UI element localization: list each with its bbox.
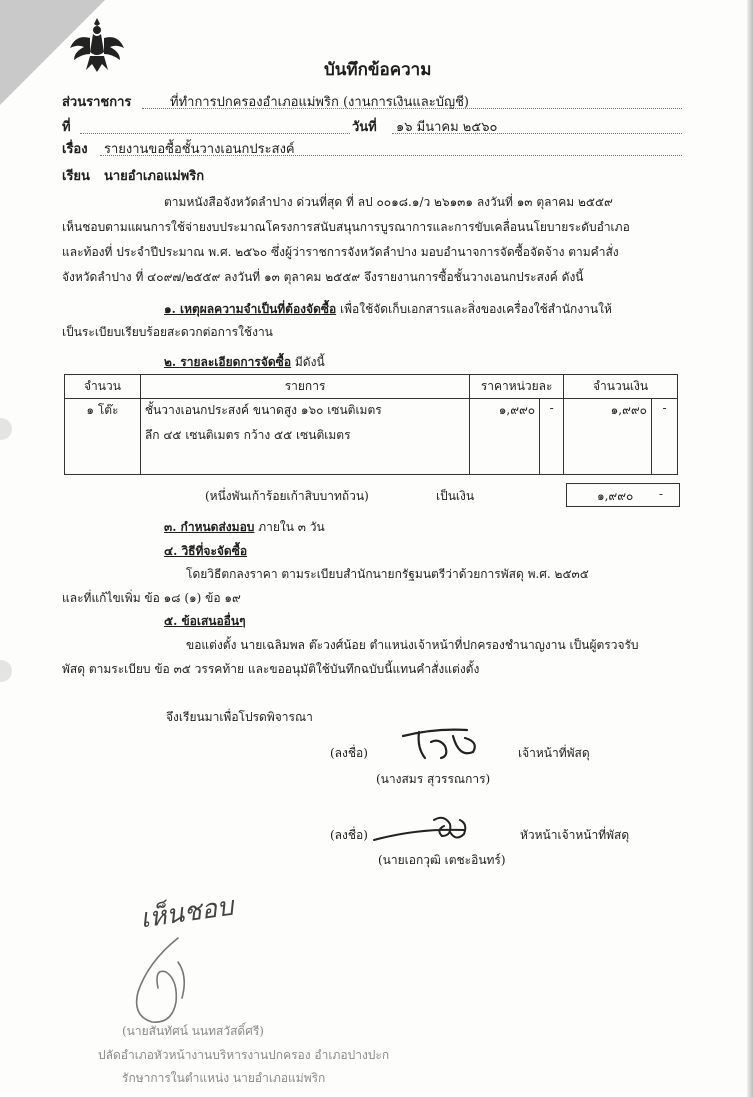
punch-hole — [0, 660, 12, 682]
agency-value: ที่ทำการปกครองอำเภอแม่พริก (งานการเงินและบัญชี) — [170, 95, 469, 110]
to-label: เรียน — [62, 169, 90, 184]
punch-hole — [0, 418, 12, 440]
section3-heading: ๓. กำหนดส่งมอบ — [164, 520, 255, 534]
col-item: รายการ — [140, 375, 469, 399]
section2-suffix: มีดังนี้ — [294, 355, 325, 369]
para1-line: จังหวัดลำปาง ที่ ๔๐๙๗/๒๕๕๙ ลงวันที่ ๑๓ ตุลาคม ๒๕๕๙ จึงรายงานการซื้อชั้นวางเอนกประสงค์ ดังนี้ — [62, 270, 584, 284]
section5-text: ขอแต่งตั้ง นายเฉลิมพล ต๊ะวงศ์น้อย ตำแหน่งเจ้าหน้าที่ปกครองชำนาญงาน เป็นผู้ตรวจรับ — [186, 638, 639, 652]
sign2-name: (นายเอกวุฒิ เตชะอินทร์) — [378, 853, 506, 867]
section5-text-2: พัสดุ ตามระเบียบ ข้อ ๓๕ วรรคท้าย และขออนุมัติใช้บันทึกฉบับนี้แทนคำสั่งแต่งตั้ง — [62, 662, 480, 676]
total-words: (หนึ่งพันเก้าร้อยเก้าสิบบาทถ้วน) — [205, 489, 369, 503]
para1-line: เห็นชอบตามแผนการใช้จ่ายงบประมาณโครงการสนับสนุนการบูรณาการและการขับเคลื่อนนโยบายระดับอำเภอ — [62, 220, 630, 234]
section2 — [164, 353, 325, 372]
approval-handwriting: เห็นชอบ — [138, 891, 236, 935]
approver-position: ปลัดอำเภอหัวหน้างานบริหารงานปกครอง อำเภอปางปะก — [98, 1048, 390, 1062]
sign2-prefix: (ลงชื่อ) — [330, 828, 368, 842]
section5-heading: ๕. ข้อเสนออื่นๆ — [164, 614, 246, 628]
section2-heading: ๒. รายละเอียดการจัดซื้อ — [164, 355, 292, 369]
document-title: บันทึกข้อความ — [324, 60, 432, 80]
section3-text: ภายใน ๓ วัน — [258, 520, 325, 534]
sign1-prefix: (ลงชื่อ) — [330, 746, 368, 760]
section1-text: เพื่อใช้จัดเก็บเอกสารและสิ่งของเครื่องใช้สำนักงานให้ — [340, 302, 612, 316]
date-value: ๑๖ มีนาคม ๒๕๖๐ — [396, 120, 498, 135]
closing-text: จึงเรียนมาเพื่อโปรดพิจารณา — [166, 710, 313, 724]
para1-line: และท้องที่ ประจำปีประมาณ พ.ศ. ๒๕๖๐ ซึ่งผู้ว่าราชการจังหวัดลำปาง มอบอำนาจการจัดซื้อจัดจ้าง ตามคำสั่ง — [62, 245, 619, 259]
agency-label: ส่วนราชการ — [62, 95, 132, 110]
section1-heading: ๑. เหตุผลความจำเป็นที่ต้องจัดซื้อ — [164, 302, 337, 316]
section4-heading: ๔. วิธีที่จะจัดซื้อ — [164, 544, 248, 558]
signature-1-icon — [395, 712, 505, 772]
row-amount-dash: - — [651, 399, 677, 475]
sign1-name: (นางสมร สุวรรณการ) — [376, 772, 491, 786]
approver-acting: รักษาการในตำแหน่ง นายอำเภอแม่พริก — [122, 1071, 326, 1085]
total-dash: - — [659, 487, 664, 501]
total-amount: ๑,๙๙๐ — [597, 489, 634, 503]
total-box — [566, 483, 680, 507]
section1-text-2: เป็นระเบียบเรียบร้อยสะดวกต่อการใช้งาน — [62, 325, 273, 339]
col-amount: จำนวนเงิน — [564, 375, 678, 399]
total-label: เป็นเงิน — [436, 489, 475, 503]
approver-name: (นายสันทัศน์ นนทสวัสดิ์ศรี) — [122, 1024, 264, 1038]
subject-value: รายงานขอซื้อชั้นวางเอนกประสงค์ — [104, 142, 295, 157]
para1-line: ตามหนังสือจังหวัดลำปาง ด่วนที่สุด ที่ ลป ๐๐๑๘.๑/ว ๒๖๑๓๑ ลงวันที่ ๑๓ ตุลาคม ๒๕๕๙ — [164, 195, 613, 209]
row-amount: ๑,๙๙๐ — [564, 399, 652, 475]
section4-text: โดยวิธีตกลงราคา ตามระเบียบสำนักนายกรัฐมนตรีว่าด้วยการพัสดุ พ.ศ. ๒๕๓๕ — [186, 567, 589, 581]
row-item — [140, 399, 469, 475]
section4-text-2: และที่แก้ไขเพิ่ม ข้อ ๑๘ (๑) ข้อ ๑๙ — [62, 591, 241, 605]
row-unit-price: ๑,๙๙๐ — [470, 399, 540, 475]
col-unit-price: ราคาหน่วยละ — [470, 375, 564, 399]
section1 — [164, 300, 612, 319]
row-unit-dash: - — [540, 399, 564, 475]
row-item-line: ชั้นวางเอนกประสงค์ ขนาดสูง ๑๖๐ เซนติเมตร — [144, 403, 382, 417]
table-row — [65, 399, 678, 475]
to-value: นายอำเภอแม่พริก — [104, 169, 205, 184]
items-table — [64, 374, 678, 475]
col-qty: จำนวน — [65, 375, 141, 399]
sign1-role: เจ้าหน้าที่พัสดุ — [518, 746, 590, 760]
sign2-role: หัวหน้าเจ้าหน้าที่พัสดุ — [520, 828, 630, 842]
signature-2-icon — [368, 806, 518, 856]
section3 — [164, 518, 325, 537]
page-edge-shadow — [747, 0, 753, 1097]
row-qty: ๑ โต๊ะ — [65, 399, 141, 475]
garuda-emblem-icon — [68, 14, 126, 76]
date-label: วันที่ — [352, 120, 377, 135]
table-header-row — [65, 375, 678, 399]
approval-signature-icon — [118, 932, 238, 1028]
subject-label: เรื่อง — [62, 142, 88, 157]
row-item-line: ลึก ๔๕ เซนติเมตร กว้าง ๕๕ เซนติเมตร — [144, 428, 351, 442]
ref-label: ที่ — [62, 120, 71, 135]
